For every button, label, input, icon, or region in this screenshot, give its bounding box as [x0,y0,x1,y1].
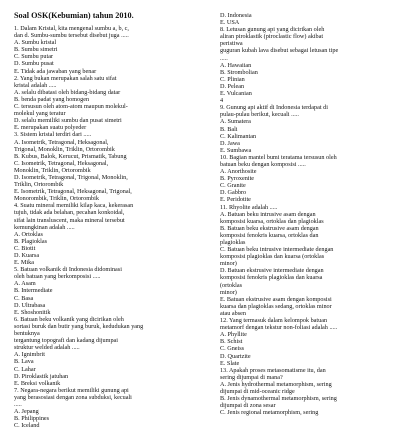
right-column-line: 12. Yang termasuk dalam kelompok batuan [220,317,328,325]
left-column-line: C. tersusun oleh atom-atom maupun molekul- [14,103,128,111]
left-column-line: Triklin, Ortorombik [14,181,64,189]
left-column-line: C. Biotit [14,244,36,252]
right-column-line: B. Batuan beku ekstrusive asam dengan [220,224,319,232]
right-column-line: E. Peridotite [220,196,251,204]
right-column-line: A. Jenis hydrothermal metamorphism, sering [220,380,332,388]
right-column-line: atau absen [220,309,246,317]
left-column-line: molekul yang teratur [14,110,66,118]
left-column-line: yang berasosiasi dengan zona subduksi, kecuali [14,393,132,401]
right-column-line: C. Gneiss [220,345,245,353]
left-column-line: C. Iceland [14,422,40,429]
right-column-line: E. Batuan ekstrusive asam dengan komposisi [220,295,332,303]
right-column-line: C. Kalimantan [220,132,257,140]
right-column-line: minor) [220,288,237,296]
left-column-line: oleh batuan yang berkomposisi ..... [14,273,101,281]
left-column-line: E. Shoshonitik [14,308,51,316]
left-column-line: A. Isometrik, Tetragonal, Heksagonal, [14,138,109,146]
left-column [14,25,204,429]
right-column-line: A. Sumatera [220,118,251,126]
right-column-line: (ortoklas [220,281,242,289]
right-column-line: 11. Rhyolite adalah ..... [220,203,278,211]
left-column-line: E. Breksi volkanik [14,379,61,387]
left-column-line: kemungkinan adalah ..... [14,223,75,231]
left-column-line: 2. Yang bukan merupakan salah satu sifat [14,74,117,82]
left-column-line: A. selalu dibatasi oleh bidang-bidang datar [14,88,121,96]
right-column-line: E. Vulcanian [220,90,252,98]
right-column-line: sering dijumpai di mana? [220,373,283,381]
left-column-line: ..... [14,400,22,408]
left-column-line: B. Plagioklas [14,237,48,245]
left-column-line: E. Tidak ada jawaban yang benar [14,67,97,75]
left-column-line: A. Sumbu kristal [14,39,57,47]
right-column-line: E. USA [220,19,240,27]
right-column-line: A. Anorthosite [220,168,257,176]
left-column-line: 7. Negara-negara berikut memiliki gunung api [14,386,129,394]
right-column-line: D. Pelean [220,82,245,90]
right-column-line: batuan beku dengan komposisi ..... [220,160,306,168]
right-column-line: kuarsa dan plagioklas sedang, ortoklas minor [220,302,332,310]
right-column-line: peristiwa [220,40,243,48]
right-column-line: A. Phyllite [220,331,247,339]
left-column-line: D. selalu memiliki sumbu dan pusat simetri [14,117,122,125]
right-column-line: B. Jenis dynamothermal metamorphism, sering [220,395,337,403]
left-column-line: Monorombik, Triklin, Ortorombik [14,195,99,203]
right-column-line: A. Hawaiian [220,61,252,69]
left-column-line: C. Sumbu putar [14,53,54,61]
left-column-line: tujuh, tidak ada belahan, pecahan konkoidal, [14,209,125,217]
right-column-line: komposisi plagioklas dan kuarsa (ortoklas [220,253,325,261]
right-column-line: minor) [220,260,237,268]
right-column-line: aliran piroklastik (piroclastic flow) akibat [220,33,324,41]
right-column-line: B. Bali [220,125,238,133]
left-column-line: 5. Batuan volkanik di Indonesia didominasi [14,266,122,274]
right-column-line: komposisi fenokris plagioklas dan kuarsa [220,274,323,282]
left-column-line: A. Ortoklas [14,230,43,238]
right-column-line: E. Sumbawa [220,146,252,154]
right-column-line: guguran kubah lava disebut sebagai letusan tipe [220,47,339,55]
left-column-line: B. Lava [14,358,34,366]
left-column-line: struktur welded adalah ..... [14,344,80,352]
right-column-line: D. Jawa [220,139,240,147]
right-column-line: dijumpai di zona sesar [220,402,276,410]
right-column-line: E. Slate [220,359,240,367]
left-column-line: D. Sumbu pusat [14,60,54,68]
left-column-line: C. Lahar [14,365,36,373]
left-column-line: B. benda padat yang homogen [14,95,90,103]
right-column-line: dijumpai di mid-oceanic ridge [220,387,295,395]
left-column-line: D. Isometrik, Tetragonal, Trigonal, Monoklin, [14,173,128,181]
right-column-line: C. Plinian [220,75,245,83]
left-column-line: bentuknya [14,330,40,338]
left-column-line: B. Kubus, Balok, Kerucut, Prismatik, Tabung [14,152,127,160]
left-column-line: A. Jepang [14,408,39,416]
right-column-line: C. Batuan beku intrusive intermediate dengan [220,246,334,254]
left-column-line: Trigonal, Monoklin, Triklin, Ortorombik [14,145,115,153]
right-column-line: 8. Letusan gunung api yang dicirikan oleh [220,26,325,34]
left-column-line: B. Philippines [14,415,50,423]
right-column-line: 4 [220,97,224,105]
right-column-line: B. Schist [220,338,243,346]
left-column-line: E. Isometrik, Tetragonal, Heksagonal, Trigonal, [14,188,132,196]
left-column-line: kristal adalah ..... [14,81,57,89]
left-column-line: E. merupakan suatu polyeder [14,124,87,132]
right-column-line: B. Pyroxenite [220,175,255,183]
left-column-line: 6. Batuan beku volkanik yang dicirikan oleh [14,315,124,323]
right-column-line: B. Strombolian [220,68,258,76]
left-column-line: D. Ultrabasa [14,301,46,309]
right-column-line: plagioklas [220,239,246,246]
right-column-line: 10. Bagian mantel bumi teratama tersusun oleh [220,153,337,161]
right-column-line: ..... [220,54,228,62]
left-column-line: E. Mika [14,259,34,267]
left-column-line: C. Isometrik, Tetragonal, Heksagonal, [14,159,109,167]
right-column [220,12,410,429]
right-column-line: komposisi kuarsa, ortoklas dan plagioklas [220,217,324,225]
left-column-line: D. Kuarsa [14,252,40,259]
left-column-line: Monoklin, Triklin, Ortorombik [14,166,91,174]
left-column-line: A. Ignimbrit [14,351,45,359]
document-title: Soal OSK(Kebumian) tahun 2010. [14,11,134,20]
left-column-line: tergantung topografi dan kadang dijumpai [14,337,119,345]
right-column-line: D. Batuan ekstrusive intermediate dengan [220,267,324,275]
right-column-line: komposisi fenokris kuarsa, ortoklas dan [220,231,319,239]
left-column-line: 3. Sistem kristal terdiri dari ..... [14,131,92,139]
left-column-line: D. Piroklastik jatuhan [14,372,69,380]
left-column-line: C. Basa [14,294,34,302]
left-column-line: B. Sumbu simetri [14,46,58,54]
left-column-line: sortasi buruk dan butir yang buruk, kedudukan yang [14,322,144,330]
right-column-line: metamorf dengan tekstur non-foliasi adalah ..... [220,324,338,332]
right-column-line: A. Batuan beku intrusive asam dengan [220,210,316,218]
left-column-line: B. Intermediate [14,287,53,295]
right-column-line: D. Indonesia [220,12,252,19]
right-column-line: pulau-pulau berikut, kecuali ..... [220,111,299,119]
right-column-line: 13. Apakah proses metasomatisme itu, dan [220,366,326,374]
left-column-line: 1. Dalam Kristal, kita mengenal sumbu a, b, c, [14,25,129,32]
right-column-line: 9. Gunung api aktif di Indonesia terdapat di [220,104,328,112]
right-column-line: D. Gabbro [220,189,247,197]
right-column-line: D. Quartzite [220,352,251,360]
left-column-line: dan d. Sumbu-sumbu tersebut disebut juga ..... [14,32,129,40]
left-column-line: A. Asam [14,280,36,288]
left-column-line: 4. Suatu mineral memiliki kilap kaca, kekerasan [14,202,134,210]
right-column-line: C. Granite [220,182,246,190]
right-column-line: C. Jenis regional metamorphism, sering [220,409,319,417]
left-column-line: sifat lain transluscent, maka mineral tersebut [14,216,125,224]
